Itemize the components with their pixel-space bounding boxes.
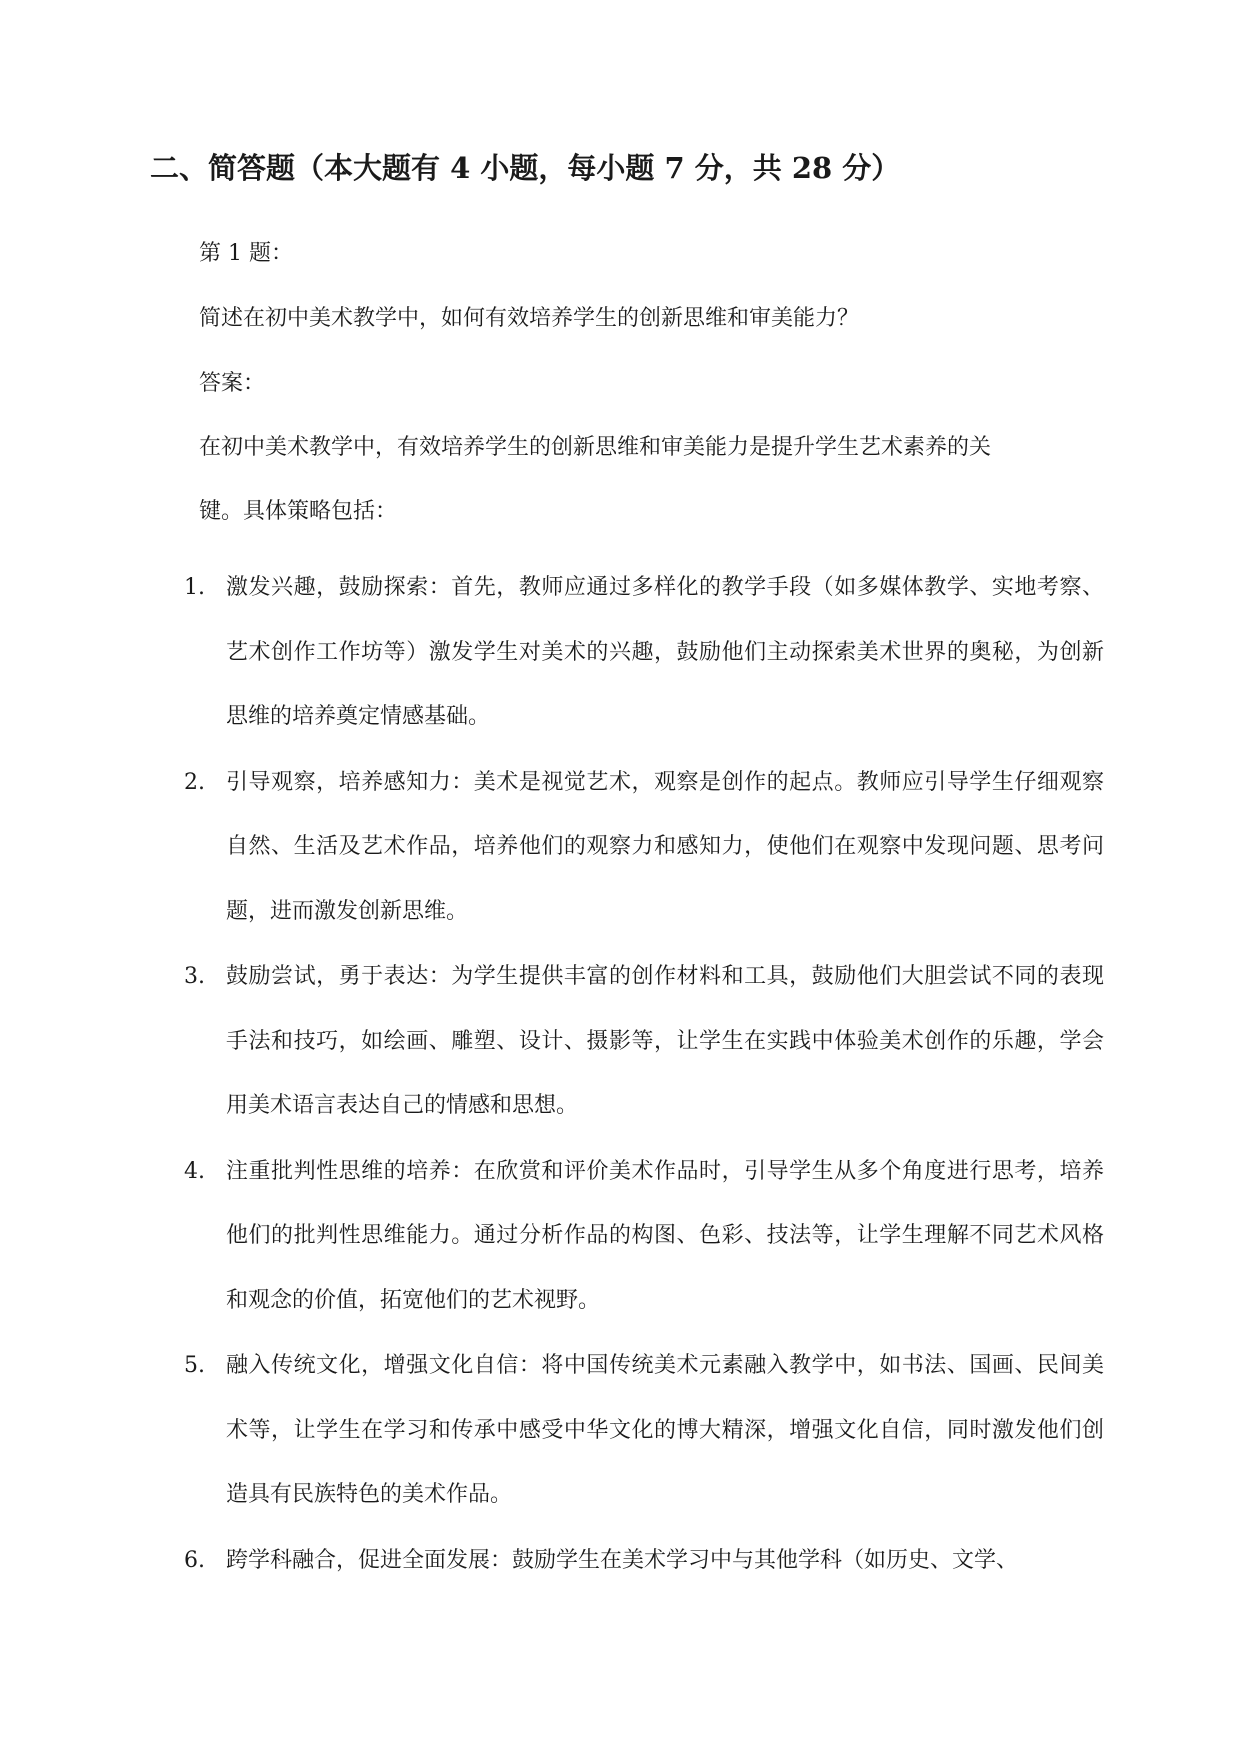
section-title: 二、简答题（本大题有 4 小题，每小题 7 分，共 28 分） — [150, 151, 901, 185]
list-item-text: 鼓励尝试，勇于表达：为学生提供丰富的创作材料和工具，鼓励他们大胆尝试不同的表现手法和技巧，如绘画、雕塑、设计、摄影等，让学生在实践中体验美术创作的乐趣，学会用美术语言表达自己的情感和思想。 — [226, 964, 1104, 1118]
list-item — [184, 1334, 1104, 1528]
answer-intro-line-2: 键。具体策略包括： — [199, 499, 398, 524]
list-item-number: 3. — [184, 964, 205, 989]
list-item-number: 1. — [184, 575, 205, 600]
list-item-text: 引导观察，培养感知力：美术是视觉艺术，观察是创作的起点。教师应引导学生仔细观察自然、生活及艺术作品，培养他们的观察力和感知力，使他们在观察中发现问题、思考问题，进而激发创新思维。 — [226, 769, 1104, 924]
question-text: 简述在初中美术教学中，如何有效培养学生的创新思维和审美能力？ — [199, 306, 860, 331]
list-item-number: 4. — [184, 1158, 205, 1184]
answer-intro-line-1: 在初中美术教学中，有效培养学生的创新思维和审美能力是提升学生艺术素养的关 — [199, 435, 992, 460]
list-item-text: 激发兴趣，鼓励探索：首先，教师应通过多样化的教学手段（如多媒体教学、实地考察、艺术创作工作坊等）激发学生对美术的兴趣，鼓励他们主动探索美术世界的奥秘，为创新思维的培养奠定情感基础。 — [226, 575, 1104, 729]
list-item — [184, 556, 1104, 750]
list-item — [184, 945, 1104, 1139]
list-item-text: 注重批判性思维的培养：在欣赏和评价美术作品时，引导学生从多个角度进行思考，培养他们的批判性思维能力。通过分析作品的构图、色彩、技法等，让学生理解不同艺术风格和观念的价值，拓宽他们的艺术视野。 — [226, 1158, 1104, 1313]
list-item-number: 5. — [184, 1353, 205, 1378]
list-item-number: 6. — [184, 1547, 205, 1573]
answer-label: 答案： — [199, 371, 266, 396]
list-item-text: 融入传统文化，增强文化自信：将中国传统美术元素融入教学中，如书法、国画、民间美术等，让学生在学习和传承中感受中华文化的博大精深，增强文化自信，同时激发他们创造具有民族特色的美术作品。 — [226, 1353, 1104, 1507]
list-item — [184, 751, 1104, 945]
list-item — [184, 1140, 1104, 1334]
question-label: 第 1 题： — [199, 241, 293, 266]
list-item-text: 跨学科融合，促进全面发展：鼓励学生在美术学习中与其他学科（如历史、文学、 — [226, 1547, 1019, 1573]
list-item-number: 2. — [184, 769, 205, 795]
list-item — [184, 1529, 1104, 1594]
strategy-list — [184, 556, 1104, 1594]
